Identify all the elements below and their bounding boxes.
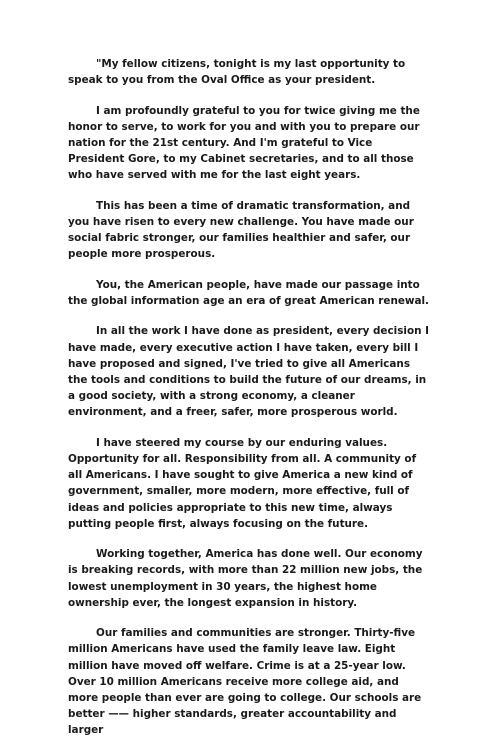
document-page bbox=[68, 56, 430, 739]
paragraph-1: "My fellow citizens, tonight is my last opportunity to speak to you from the Oval Office as your president. bbox=[68, 58, 406, 87]
paragraph-4: You, the American people, have made our passage into the global information age an era of great American renewal. bbox=[68, 278, 430, 307]
paragraph-6: I have steered my course by our enduring values. Opportunity for all. Responsibility from all. A community of all Americans. I have sought to give America a new kind of government, smaller, more modern, more effective, full of ideas and policies appropriate to this new time, always putting people first, always focusing on the future. bbox=[68, 436, 417, 530]
paragraph-5: In all the work I have done as president, every decision I have made, every executive action I have taken, every bill I have proposed and signed, I've tried to give all Americans the tools and conditions to build the future of our dreams, in a good society, with a strong economy, a cleaner environment, and a freer, safer, more prosperous world. bbox=[68, 325, 429, 419]
paragraph-8: Our families and communities are stronger. Thirty-five million Americans have used the family leave law. Eight million have moved off welfare. Crime is at a 25-year low. Over 10 million Americans receive more college aid, and more people than ever are going to college. Our schools are better —— higher standards, greater accountability and larger bbox=[68, 627, 422, 737]
paragraph-7: Working together, America has done well. Our economy is breaking records, with more than 22 million new jobs, the lowest unemployment in 30 years, the highest home ownership ever, the longest expansion in history. bbox=[68, 548, 423, 609]
paragraph-3: This has been a time of dramatic transformation, and you have risen to every new challenge. You have made our social fabric stronger, our families healthier and safer, our people more prosperous. bbox=[68, 199, 414, 261]
paragraph-2: I am profoundly grateful to you for twice giving me the honor to serve, to work for you and with you to prepare our nation for the 21st century. And I'm grateful to Vice President Gore, to my Cabinet secretaries, and to all those who have served with me for the last eight years. bbox=[68, 104, 420, 182]
